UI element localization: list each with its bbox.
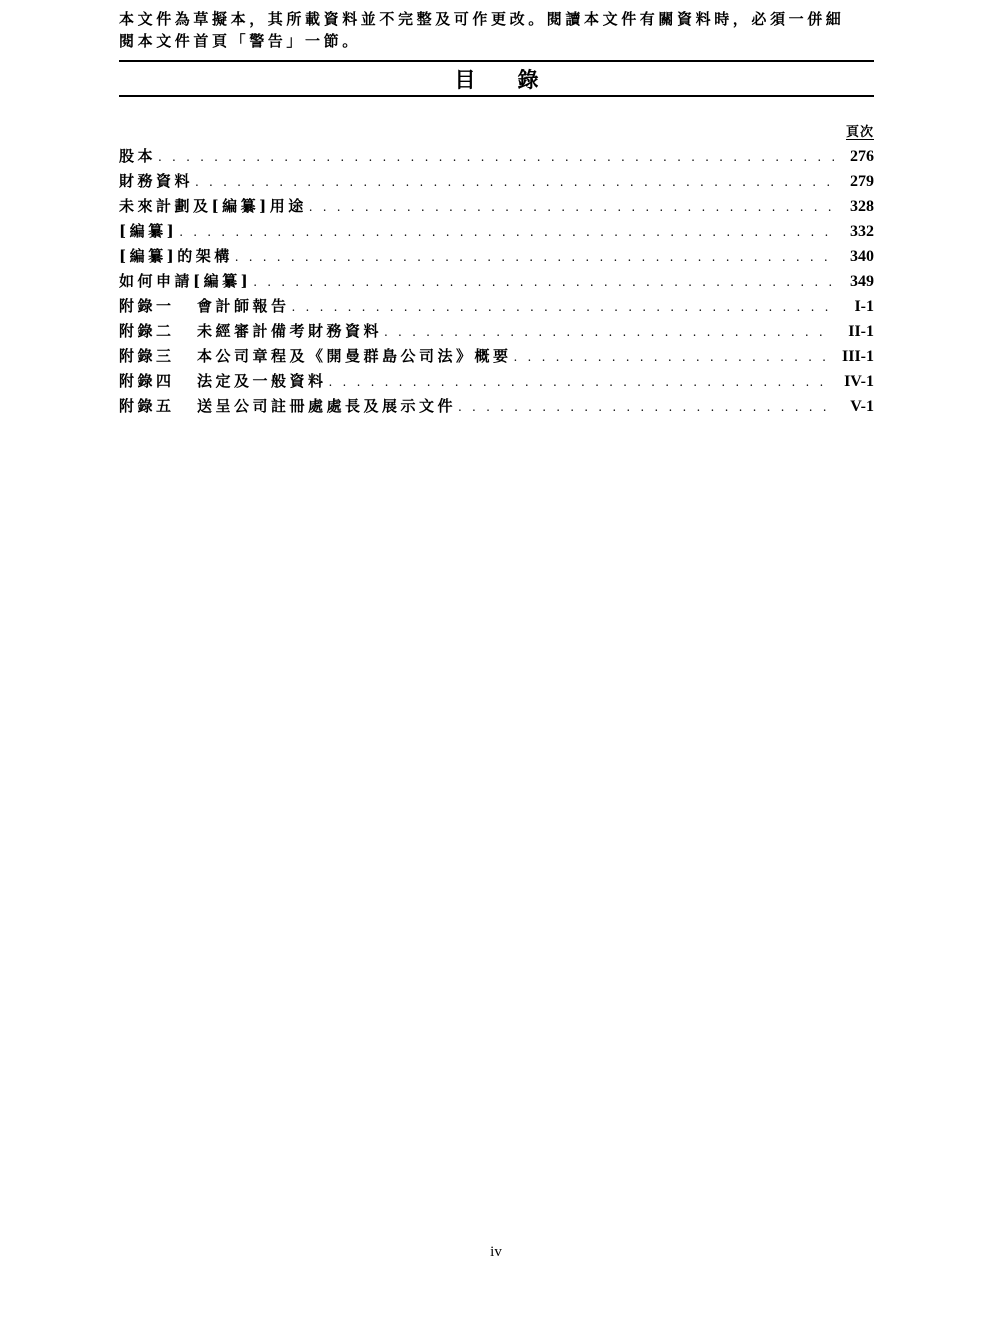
toc-entry-label: 會計師報告 <box>197 297 290 315</box>
toc-entry-label: 股本 <box>119 147 157 165</box>
toc-entry-prefix: 附錄五 <box>119 397 175 415</box>
toc-entry-label: 未經審計備考財務資料 <box>197 322 383 340</box>
toc-entry-label: 未來計劃及[編纂]用途 <box>119 197 307 215</box>
dot-leader <box>235 250 834 264</box>
dot-leader <box>309 200 834 214</box>
toc-entry-page: 276 <box>850 148 874 165</box>
toc-entry-page: 328 <box>850 198 874 215</box>
dot-leader <box>514 350 834 364</box>
page-footer <box>0 1244 992 1261</box>
toc-entry-label: [編纂]的架構 <box>119 247 233 265</box>
document-body <box>119 0 874 420</box>
toc-entry-financial-information[interactable] <box>119 170 874 195</box>
table-of-contents <box>119 145 874 420</box>
toc-entry-label: 財務資料 <box>119 172 194 190</box>
dot-leader <box>292 300 834 314</box>
toc-entry-prefix: 附錄二 <box>119 322 175 340</box>
draft-notice-line-1: 本文件為草擬本，其所載資料並不完整及可作更改。閱讀本文件有關資料時，必須一併細 <box>119 10 845 28</box>
dot-leader <box>158 150 834 164</box>
toc-entry-share-capital[interactable] <box>119 145 874 170</box>
draft-notice <box>119 0 874 52</box>
toc-entry-redacted[interactable] <box>119 220 874 245</box>
toc-entry-page: I-1 <box>854 298 874 315</box>
toc-entry-appendix-5[interactable] <box>119 395 874 420</box>
toc-entry-label: 如何申請[編纂] <box>119 272 252 290</box>
toc-entry-appendix-2[interactable] <box>119 320 874 345</box>
toc-entry-prefix: 附錄四 <box>119 372 175 390</box>
dot-leader <box>253 275 834 289</box>
draft-notice-line-2: 閱本文件首頁「警告」一節。 <box>119 32 361 50</box>
dot-leader <box>384 325 834 339</box>
toc-entry-page: V-1 <box>850 398 874 415</box>
toc-entry-prefix: 附錄三 <box>119 347 175 365</box>
dot-leader <box>195 175 834 189</box>
toc-entry-appendix-4[interactable] <box>119 370 874 395</box>
dot-leader <box>179 225 834 239</box>
toc-entry-structure[interactable] <box>119 245 874 270</box>
page-column-label: 頁次 <box>845 125 874 140</box>
toc-entry-how-to-apply[interactable] <box>119 270 874 295</box>
title-band <box>119 60 874 97</box>
dot-leader <box>458 400 834 414</box>
toc-entry-appendix-3[interactable] <box>119 345 874 370</box>
toc-entry-label: [編纂] <box>119 222 178 240</box>
toc-entry-future-plans[interactable] <box>119 195 874 220</box>
toc-entry-prefix: 附錄一 <box>119 297 175 315</box>
toc-entry-page: 332 <box>850 223 874 240</box>
page-column-header <box>119 121 874 141</box>
toc-entry-label: 法定及一般資料 <box>197 372 327 390</box>
toc-entry-page: 349 <box>850 273 874 290</box>
toc-entry-page: 279 <box>850 173 874 190</box>
toc-entry-page: 340 <box>850 248 874 265</box>
toc-entry-page: IV-1 <box>844 373 874 390</box>
toc-entry-appendix-1[interactable] <box>119 295 874 320</box>
dot-leader <box>329 375 834 389</box>
toc-entry-label: 本公司章程及《開曼群島公司法》概要 <box>197 347 512 365</box>
page-title: 目錄 <box>454 66 581 92</box>
toc-entry-page: II-1 <box>848 323 874 340</box>
toc-entry-page: III-1 <box>841 348 874 365</box>
toc-entry-label: 送呈公司註冊處處長及展示文件 <box>197 397 457 415</box>
page-number: iv <box>490 1244 502 1260</box>
